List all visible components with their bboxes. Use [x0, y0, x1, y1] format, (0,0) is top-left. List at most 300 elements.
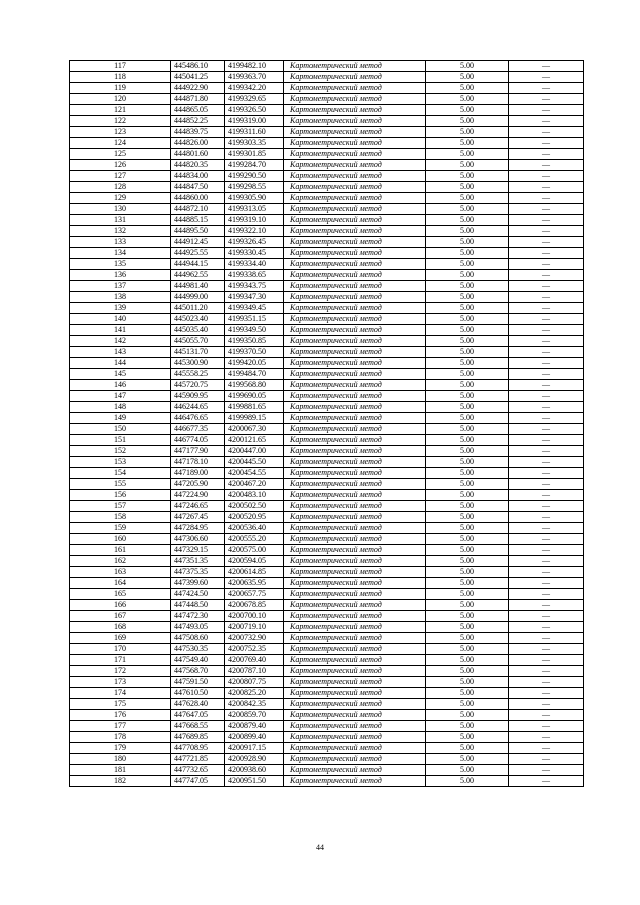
x-coordinate-cell: 445011.20 [171, 303, 225, 314]
accuracy-cell: 5.00 [426, 534, 509, 545]
note-cell: — [509, 479, 584, 490]
x-coordinate-cell: 447424.50 [171, 589, 225, 600]
table-row [70, 314, 584, 325]
note-cell: — [509, 215, 584, 226]
table-row [70, 765, 584, 776]
point-number-cell: 144 [70, 358, 171, 369]
method-cell: Картометрический метод [284, 226, 426, 237]
accuracy-cell: 5.00 [426, 292, 509, 303]
method-cell: Картометрический метод [284, 545, 426, 556]
x-coordinate-cell: 447375.35 [171, 567, 225, 578]
point-number-cell: 155 [70, 479, 171, 490]
method-cell: Картометрический метод [284, 600, 426, 611]
x-coordinate-cell: 447284.95 [171, 523, 225, 534]
point-number-cell: 174 [70, 688, 171, 699]
method-cell: Картометрический метод [284, 578, 426, 589]
table-row [70, 677, 584, 688]
method-cell: Картометрический метод [284, 633, 426, 644]
point-number-cell: 152 [70, 446, 171, 457]
y-coordinate-cell: 4200678.85 [225, 600, 284, 611]
y-coordinate-cell: 4199313.05 [225, 204, 284, 215]
method-cell: Картометрический метод [284, 380, 426, 391]
note-cell: — [509, 116, 584, 127]
note-cell: — [509, 600, 584, 611]
y-coordinate-cell: 4200594.05 [225, 556, 284, 567]
table-row [70, 743, 584, 754]
table-row [70, 149, 584, 160]
note-cell: — [509, 699, 584, 710]
method-cell: Картометрический метод [284, 204, 426, 215]
accuracy-cell: 5.00 [426, 402, 509, 413]
accuracy-cell: 5.00 [426, 523, 509, 534]
note-cell: — [509, 457, 584, 468]
y-coordinate-cell: 4200121.65 [225, 435, 284, 446]
method-cell: Картометрический метод [284, 325, 426, 336]
accuracy-cell: 5.00 [426, 380, 509, 391]
x-coordinate-cell: 444847.50 [171, 182, 225, 193]
method-cell: Картометрический метод [284, 116, 426, 127]
x-coordinate-cell: 445041.25 [171, 72, 225, 83]
table-row [70, 171, 584, 182]
method-cell: Картометрический метод [284, 292, 426, 303]
method-cell: Картометрический метод [284, 314, 426, 325]
accuracy-cell: 5.00 [426, 72, 509, 83]
table-row [70, 303, 584, 314]
y-coordinate-cell: 4200732.90 [225, 633, 284, 644]
method-cell: Картометрический метод [284, 105, 426, 116]
x-coordinate-cell: 447591.50 [171, 677, 225, 688]
note-cell: — [509, 622, 584, 633]
note-cell: — [509, 556, 584, 567]
x-coordinate-cell: 445720.75 [171, 380, 225, 391]
table-row [70, 578, 584, 589]
point-number-cell: 120 [70, 94, 171, 105]
x-coordinate-cell: 445909.95 [171, 391, 225, 402]
accuracy-cell: 5.00 [426, 479, 509, 490]
x-coordinate-cell: 444872.10 [171, 204, 225, 215]
method-cell: Картометрический метод [284, 193, 426, 204]
point-number-cell: 124 [70, 138, 171, 149]
x-coordinate-cell: 444826.00 [171, 138, 225, 149]
accuracy-cell: 5.00 [426, 138, 509, 149]
point-number-cell: 141 [70, 325, 171, 336]
note-cell: — [509, 83, 584, 94]
x-coordinate-cell: 447610.50 [171, 688, 225, 699]
point-number-cell: 182 [70, 776, 171, 787]
point-number-cell: 149 [70, 413, 171, 424]
point-number-cell: 170 [70, 644, 171, 655]
point-number-cell: 147 [70, 391, 171, 402]
accuracy-cell: 5.00 [426, 94, 509, 105]
point-number-cell: 139 [70, 303, 171, 314]
point-number-cell: 125 [70, 149, 171, 160]
table-row [70, 138, 584, 149]
point-number-cell: 161 [70, 545, 171, 556]
method-cell: Картометрический метод [284, 490, 426, 501]
point-number-cell: 128 [70, 182, 171, 193]
method-cell: Картометрический метод [284, 457, 426, 468]
point-number-cell: 130 [70, 204, 171, 215]
y-coordinate-cell: 4199319.00 [225, 116, 284, 127]
method-cell: Картометрический метод [284, 259, 426, 270]
x-coordinate-cell: 444839.75 [171, 127, 225, 138]
note-cell: — [509, 292, 584, 303]
method-cell: Картометрический метод [284, 248, 426, 259]
note-cell: — [509, 105, 584, 116]
point-number-cell: 136 [70, 270, 171, 281]
method-cell: Картометрический метод [284, 160, 426, 171]
table-row [70, 567, 584, 578]
table-row [70, 435, 584, 446]
y-coordinate-cell: 4200700.10 [225, 611, 284, 622]
x-coordinate-cell: 444834.00 [171, 171, 225, 182]
table-row [70, 512, 584, 523]
y-coordinate-cell: 4199342.20 [225, 83, 284, 94]
note-cell: — [509, 490, 584, 501]
point-number-cell: 169 [70, 633, 171, 644]
note-cell: — [509, 138, 584, 149]
y-coordinate-cell: 4200555.20 [225, 534, 284, 545]
y-coordinate-cell: 4200787.10 [225, 666, 284, 677]
point-number-cell: 137 [70, 281, 171, 292]
accuracy-cell: 5.00 [426, 369, 509, 380]
table-row [70, 776, 584, 787]
note-cell: — [509, 61, 584, 72]
accuracy-cell: 5.00 [426, 688, 509, 699]
table-row [70, 358, 584, 369]
x-coordinate-cell: 447747.05 [171, 776, 225, 787]
accuracy-cell: 5.00 [426, 61, 509, 72]
x-coordinate-cell: 446244.65 [171, 402, 225, 413]
accuracy-cell: 5.00 [426, 237, 509, 248]
y-coordinate-cell: 4200719.10 [225, 622, 284, 633]
y-coordinate-cell: 4199305.90 [225, 193, 284, 204]
table-row [70, 237, 584, 248]
x-coordinate-cell: 444925.55 [171, 248, 225, 259]
point-number-cell: 168 [70, 622, 171, 633]
x-coordinate-cell: 447549.40 [171, 655, 225, 666]
x-coordinate-cell: 447246.65 [171, 501, 225, 512]
point-number-cell: 160 [70, 534, 171, 545]
table-row [70, 479, 584, 490]
note-cell: — [509, 534, 584, 545]
note-cell: — [509, 336, 584, 347]
point-number-cell: 143 [70, 347, 171, 358]
point-number-cell: 140 [70, 314, 171, 325]
x-coordinate-cell: 447668.55 [171, 721, 225, 732]
table-row [70, 699, 584, 710]
note-cell: — [509, 446, 584, 457]
method-cell: Картометрический метод [284, 765, 426, 776]
x-coordinate-cell: 445486.10 [171, 61, 225, 72]
y-coordinate-cell: 4199284.70 [225, 160, 284, 171]
table-row [70, 325, 584, 336]
method-cell: Картометрический метод [284, 83, 426, 94]
accuracy-cell: 5.00 [426, 424, 509, 435]
note-cell: — [509, 545, 584, 556]
point-number-cell: 173 [70, 677, 171, 688]
note-cell: — [509, 171, 584, 182]
accuracy-cell: 5.00 [426, 754, 509, 765]
x-coordinate-cell: 447329.15 [171, 545, 225, 556]
point-number-cell: 132 [70, 226, 171, 237]
table-row [70, 732, 584, 743]
note-cell: — [509, 765, 584, 776]
y-coordinate-cell: 4199301.85 [225, 149, 284, 160]
table-row [70, 523, 584, 534]
x-coordinate-cell: 445300.90 [171, 358, 225, 369]
x-coordinate-cell: 444912.45 [171, 237, 225, 248]
method-cell: Картометрический метод [284, 182, 426, 193]
table-row [70, 424, 584, 435]
accuracy-cell: 5.00 [426, 556, 509, 567]
x-coordinate-cell: 444962.55 [171, 270, 225, 281]
point-number-cell: 129 [70, 193, 171, 204]
x-coordinate-cell: 447732.65 [171, 765, 225, 776]
accuracy-cell: 5.00 [426, 567, 509, 578]
x-coordinate-cell: 444801.60 [171, 149, 225, 160]
table-row [70, 226, 584, 237]
table-row [70, 94, 584, 105]
note-cell: — [509, 259, 584, 270]
point-number-cell: 157 [70, 501, 171, 512]
accuracy-cell: 5.00 [426, 193, 509, 204]
y-coordinate-cell: 4199349.50 [225, 325, 284, 336]
y-coordinate-cell: 4200575.00 [225, 545, 284, 556]
y-coordinate-cell: 4199290.50 [225, 171, 284, 182]
table-row [70, 369, 584, 380]
table-row [70, 391, 584, 402]
method-cell: Картометрический метод [284, 556, 426, 567]
note-cell: — [509, 655, 584, 666]
accuracy-cell: 5.00 [426, 358, 509, 369]
note-cell: — [509, 413, 584, 424]
y-coordinate-cell: 4200928.90 [225, 754, 284, 765]
method-cell: Картометрический метод [284, 72, 426, 83]
y-coordinate-cell: 4199298.55 [225, 182, 284, 193]
x-coordinate-cell: 444852.25 [171, 116, 225, 127]
point-number-cell: 145 [70, 369, 171, 380]
point-number-cell: 126 [70, 160, 171, 171]
table-row [70, 248, 584, 259]
accuracy-cell: 5.00 [426, 182, 509, 193]
note-cell: — [509, 468, 584, 479]
accuracy-cell: 5.00 [426, 446, 509, 457]
y-coordinate-cell: 4200483.10 [225, 490, 284, 501]
x-coordinate-cell: 447205.90 [171, 479, 225, 490]
note-cell: — [509, 578, 584, 589]
table-row [70, 413, 584, 424]
table-row [70, 215, 584, 226]
y-coordinate-cell: 4199363.70 [225, 72, 284, 83]
x-coordinate-cell: 447568.70 [171, 666, 225, 677]
x-coordinate-cell: 444860.00 [171, 193, 225, 204]
note-cell: — [509, 270, 584, 281]
x-coordinate-cell: 444895.50 [171, 226, 225, 237]
point-number-cell: 142 [70, 336, 171, 347]
x-coordinate-cell: 444885.15 [171, 215, 225, 226]
x-coordinate-cell: 447628.40 [171, 699, 225, 710]
table-row [70, 666, 584, 677]
x-coordinate-cell: 447306.60 [171, 534, 225, 545]
table-row [70, 721, 584, 732]
x-coordinate-cell: 447530.35 [171, 644, 225, 655]
y-coordinate-cell: 4200842.35 [225, 699, 284, 710]
coordinates-table-body [70, 61, 584, 787]
y-coordinate-cell: 4199343.75 [225, 281, 284, 292]
method-cell: Картометрический метод [284, 710, 426, 721]
accuracy-cell: 5.00 [426, 83, 509, 94]
accuracy-cell: 5.00 [426, 655, 509, 666]
y-coordinate-cell: 4199322.10 [225, 226, 284, 237]
table-row [70, 611, 584, 622]
y-coordinate-cell: 4199311.60 [225, 127, 284, 138]
point-number-cell: 118 [70, 72, 171, 83]
accuracy-cell: 5.00 [426, 160, 509, 171]
accuracy-cell: 5.00 [426, 545, 509, 556]
point-number-cell: 177 [70, 721, 171, 732]
accuracy-cell: 5.00 [426, 116, 509, 127]
accuracy-cell: 5.00 [426, 281, 509, 292]
table-row [70, 61, 584, 72]
x-coordinate-cell: 447472.30 [171, 611, 225, 622]
y-coordinate-cell: 4200657.75 [225, 589, 284, 600]
note-cell: — [509, 358, 584, 369]
accuracy-cell: 5.00 [426, 435, 509, 446]
note-cell: — [509, 303, 584, 314]
point-number-cell: 150 [70, 424, 171, 435]
note-cell: — [509, 226, 584, 237]
note-cell: — [509, 281, 584, 292]
note-cell: — [509, 204, 584, 215]
note-cell: — [509, 424, 584, 435]
method-cell: Картометрический метод [284, 446, 426, 457]
x-coordinate-cell: 447178.10 [171, 457, 225, 468]
accuracy-cell: 5.00 [426, 611, 509, 622]
note-cell: — [509, 380, 584, 391]
accuracy-cell: 5.00 [426, 325, 509, 336]
method-cell: Картометрический метод [284, 215, 426, 226]
table-row [70, 259, 584, 270]
table-row [70, 281, 584, 292]
method-cell: Картометрический метод [284, 743, 426, 754]
point-number-cell: 138 [70, 292, 171, 303]
point-number-cell: 127 [70, 171, 171, 182]
accuracy-cell: 5.00 [426, 622, 509, 633]
y-coordinate-cell: 4200447.00 [225, 446, 284, 457]
method-cell: Картометрический метод [284, 666, 426, 677]
table-row [70, 83, 584, 94]
point-number-cell: 121 [70, 105, 171, 116]
point-number-cell: 153 [70, 457, 171, 468]
y-coordinate-cell: 4200807.75 [225, 677, 284, 688]
x-coordinate-cell: 447493.05 [171, 622, 225, 633]
point-number-cell: 131 [70, 215, 171, 226]
table-row [70, 193, 584, 204]
note-cell: — [509, 743, 584, 754]
note-cell: — [509, 237, 584, 248]
x-coordinate-cell: 445558.25 [171, 369, 225, 380]
accuracy-cell: 5.00 [426, 391, 509, 402]
method-cell: Картометрический метод [284, 776, 426, 787]
point-number-cell: 154 [70, 468, 171, 479]
y-coordinate-cell: 4199351.15 [225, 314, 284, 325]
note-cell: — [509, 160, 584, 171]
table-row [70, 116, 584, 127]
table-row [70, 446, 584, 457]
table-row [70, 501, 584, 512]
note-cell: — [509, 127, 584, 138]
table-row [70, 622, 584, 633]
table-row [70, 182, 584, 193]
accuracy-cell: 5.00 [426, 127, 509, 138]
accuracy-cell: 5.00 [426, 314, 509, 325]
method-cell: Картометрический метод [284, 281, 426, 292]
x-coordinate-cell: 444981.40 [171, 281, 225, 292]
y-coordinate-cell: 4200454.55 [225, 468, 284, 479]
method-cell: Картометрический метод [284, 358, 426, 369]
y-coordinate-cell: 4200825.20 [225, 688, 284, 699]
y-coordinate-cell: 4199334.40 [225, 259, 284, 270]
table-row [70, 105, 584, 116]
table-row [70, 72, 584, 83]
table-row [70, 204, 584, 215]
point-number-cell: 172 [70, 666, 171, 677]
page-number: 44 [316, 843, 324, 852]
accuracy-cell: 5.00 [426, 765, 509, 776]
table-row [70, 270, 584, 281]
x-coordinate-cell: 447689.85 [171, 732, 225, 743]
y-coordinate-cell: 4199420.05 [225, 358, 284, 369]
note-cell: — [509, 567, 584, 578]
point-number-cell: 135 [70, 259, 171, 270]
x-coordinate-cell: 447647.05 [171, 710, 225, 721]
point-number-cell: 158 [70, 512, 171, 523]
point-number-cell: 151 [70, 435, 171, 446]
table-row [70, 589, 584, 600]
table-row [70, 600, 584, 611]
point-number-cell: 122 [70, 116, 171, 127]
y-coordinate-cell: 4200614.85 [225, 567, 284, 578]
note-cell: — [509, 677, 584, 688]
y-coordinate-cell: 4200467.20 [225, 479, 284, 490]
y-coordinate-cell: 4199350.85 [225, 336, 284, 347]
point-number-cell: 133 [70, 237, 171, 248]
y-coordinate-cell: 4199484.70 [225, 369, 284, 380]
method-cell: Картометрический метод [284, 688, 426, 699]
accuracy-cell: 5.00 [426, 149, 509, 160]
note-cell: — [509, 776, 584, 787]
method-cell: Картометрический метод [284, 171, 426, 182]
note-cell: — [509, 710, 584, 721]
point-number-cell: 163 [70, 567, 171, 578]
note-cell: — [509, 644, 584, 655]
method-cell: Картометрический метод [284, 61, 426, 72]
point-number-cell: 164 [70, 578, 171, 589]
accuracy-cell: 5.00 [426, 644, 509, 655]
x-coordinate-cell: 447351.35 [171, 556, 225, 567]
accuracy-cell: 5.00 [426, 600, 509, 611]
x-coordinate-cell: 444865.05 [171, 105, 225, 116]
point-number-cell: 179 [70, 743, 171, 754]
point-number-cell: 134 [70, 248, 171, 259]
x-coordinate-cell: 445035.40 [171, 325, 225, 336]
note-cell: — [509, 369, 584, 380]
note-cell: — [509, 149, 584, 160]
x-coordinate-cell: 446476.65 [171, 413, 225, 424]
accuracy-cell: 5.00 [426, 721, 509, 732]
method-cell: Картометрический метод [284, 567, 426, 578]
